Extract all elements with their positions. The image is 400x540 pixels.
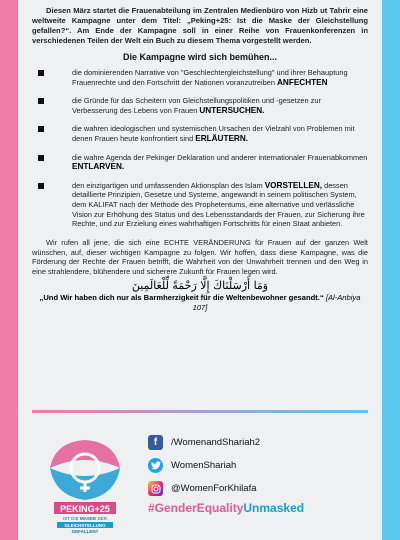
twitter-link[interactable] — [148, 455, 304, 476]
list-item: die wahre Agenda der Pekinger Deklaration und anderer internationaler Frauenabkommen ENTLARVEN. — [32, 153, 368, 172]
instagram-link[interactable] — [148, 478, 304, 499]
campaign-hashtag[interactable]: #GenderEqualityUnmasked — [148, 501, 305, 515]
closing-paragraph: Wir rufen all jene, die sich eine ECHTE VERÄNDERUNG für Frauen auf der ganzen Welt wünschen, auf, dieser wichtigen Kampagne zu folgen. Wir hoffen, dass diese Kampagne, was die Förderung der Rechte der Frauen betrifft, die Wahrheit von der Unwahrheit trennen und den Weg in eine strahlendere, blühendere und sicherere Zukunft für Frauen legen wird. — [32, 237, 368, 277]
bullet-icon — [38, 183, 44, 189]
facebook-icon: f — [148, 435, 163, 450]
svg-text:GLEICHSTELLUNG: GLEICHSTELLUNG — [64, 522, 106, 528]
list-item: die Gründe für das Scheitern von Gleichstellungspolitiken und -gesetzen zur Verbesserung des Lebens von Frauen UNTERSUCHEN. — [32, 96, 368, 115]
bullet-icon — [38, 70, 44, 76]
facebook-link[interactable] — [148, 432, 304, 453]
facebook-handle: /WomenandShariah2 — [171, 437, 261, 448]
instagram-handle: @WomenForKhilafa — [171, 483, 257, 494]
twitter-handle: WomenShariah — [171, 460, 237, 471]
bullet-icon — [38, 98, 44, 104]
intro-paragraph: Diesen März startet die Frauenabteilung im Zentralen Medienbüro von Hizb ut Tahrir eine weltweite Kampagne unter dem Titel: „Peking+25: Ist die Maske der Gleichstellung gefallen?“. Am Ende der Kampagne soll in einer Reihe von Frauenkonferenzen in verschiedenen Teilen der Welt ein Buch zu diesem Thema vorgestellt werden. — [32, 6, 368, 45]
bullet-icon — [38, 155, 44, 161]
gradient-divider — [32, 410, 368, 413]
logo-title: PEKING+25 — [60, 504, 110, 514]
twitter-icon — [148, 458, 163, 473]
arabic-verse: وَمَا أَرْسَلْنَاكَ إِلَّا رَحْمَةً لِّلْعَالَمِينَ — [131, 278, 269, 292]
svg-text:IST DIE MASKE DER: IST DIE MASKE DER — [63, 516, 107, 521]
peking25-logo — [40, 418, 130, 534]
svg-text:GEFALLEN?: GEFALLEN? — [71, 529, 99, 534]
verse-reference: [Al-Anbiya 107] — [192, 292, 361, 312]
list-item: die wahren ideologischen und systemischen Ursachen der Vielzahl von Problemen mit denen Frauen heute konfrontiert sind ERLÄUTERN. — [32, 124, 368, 143]
campaign-card — [18, 0, 382, 540]
campaign-heading: Die Kampagne wird sich bemühen... — [122, 52, 278, 62]
verse-translation: „Und Wir haben dich nur als Barmherzigkeit für die Weltenbewohner gesandt.“ [Al-Anbiya 107] — [39, 292, 361, 312]
bullet-icon — [38, 126, 44, 132]
goals-list — [32, 68, 368, 229]
social-links — [148, 432, 304, 515]
list-item: den einzigartigen und umfassenden Aktionsplan des Islam VORSTELLEN, dessen detaillierte Prinzipien, Gesetze und Systeme, angewandt in seinem politischen System, dem KALIFAT nach der Methode des Prophetentums, eine alternative und verlässliche Vision zur Erhöhung des Status und des Lebensstandards der Frauen, zur Sicherung ihre Rechte, und zur Erzielung eines wahrhaftigen Fortschritts für einen Staat anbieten. — [32, 181, 368, 229]
instagram-icon — [148, 481, 163, 496]
list-item: die dominierenden Narrative von "Geschlechtergleichstellung" und ihrer Behauptung Frauenrechte und den Fortschritt der Nationen voranzutreiben ANFECHTEN — [32, 68, 368, 87]
